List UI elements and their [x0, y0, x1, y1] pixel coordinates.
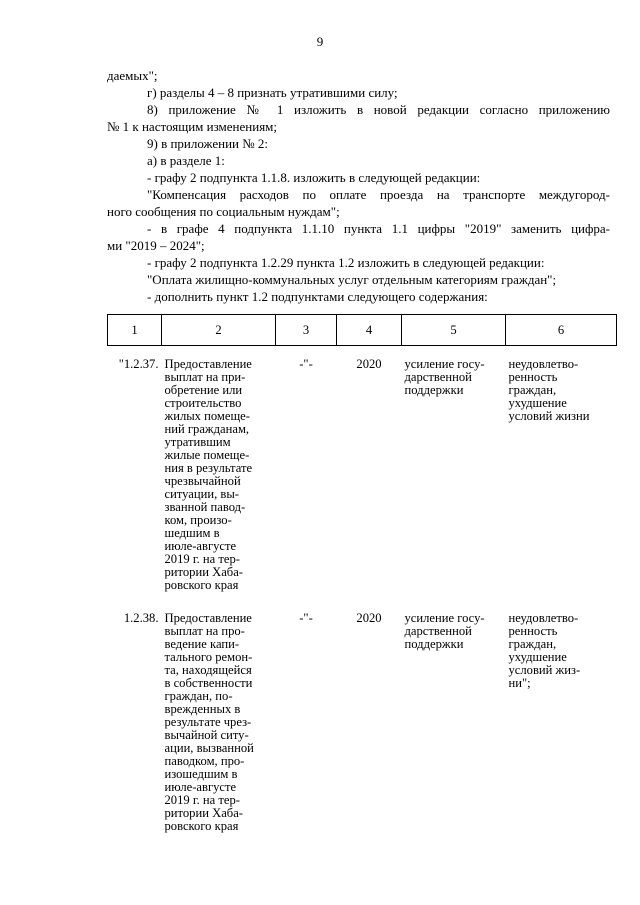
table-row	[108, 358, 617, 592]
table-header-cell: 6	[506, 315, 617, 346]
table-header-cell: 4	[337, 315, 402, 346]
amendments-table	[107, 314, 617, 833]
item-year: 2020	[356, 357, 382, 371]
text-line: "Оплата жилищно-коммунальных услуг отдельным категориям граждан";	[147, 272, 557, 287]
page-number: 9	[316, 34, 324, 49]
item-number: 1.2.38.	[123, 611, 159, 625]
text-line: а) в разделе 1:	[147, 153, 225, 168]
text-line: 8) приложение № 1 изложить в новой редакции согласно приложению	[147, 102, 610, 117]
item-year: 2020	[356, 611, 382, 625]
item-goal: усиление госу- дарственной поддержки	[404, 357, 485, 397]
item-col3: -"-	[299, 611, 313, 625]
text-line: "Компенсация расходов по оплате проезда на транспорте междугород-	[147, 187, 610, 202]
text-line: - дополнить пункт 1.2 подпунктами следующего содержания:	[147, 289, 488, 304]
text-line: г) разделы 4 – 8 признать утратившими силу;	[147, 85, 398, 100]
item-reason: неудовлетво- ренность граждан, ухудшение условий жизни	[508, 357, 590, 423]
table-header-cell: 1	[108, 315, 162, 346]
table-header-row	[108, 315, 617, 346]
item-goal: усиление госу- дарственной поддержки	[404, 611, 485, 651]
text-line: даемых";	[107, 68, 158, 83]
text-line: ми "2019 – 2024";	[107, 238, 205, 253]
item-description: Предоставление выплат на про- ведение капи- тального ремон- та, находящейся в собственности граждан, по- врежденных в результате чрез- вычайной ситу- ации, вызванной паводком, про- изошедшим в июле-августе 2019 г. на тер- ритории Хаба- ровского края	[164, 611, 254, 833]
table-header-cell: 3	[276, 315, 337, 346]
text-line: № 1 к настоящим изменениям;	[107, 119, 278, 134]
item-reason: неудовлетво- ренность граждан, ухудшение условий жиз- ни";	[508, 611, 581, 690]
text-line: - графу 2 подпункта 1.1.8. изложить в следующей редакции:	[147, 170, 481, 185]
text-line: - в графе 4 подпункта 1.1.10 пункта 1.1 цифры "2019" заменить цифра-	[147, 221, 610, 236]
text-line: 9) в приложении № 2:	[147, 136, 269, 151]
table-header-cell: 5	[402, 315, 506, 346]
text-line: - графу 2 подпункта 1.2.29 пункта 1.2 изложить в следующей редакции:	[147, 255, 545, 270]
text-line: ного сообщения по социальным нуждам";	[107, 204, 340, 219]
item-number: "1.2.37.	[118, 357, 159, 371]
table-header-cell: 2	[162, 315, 276, 346]
item-col3: -"-	[299, 357, 313, 371]
table-row	[108, 612, 617, 833]
item-description: Предоставление выплат на при- обретение или строительство жилых помеще- ний гражданам, утратившим жилые помеще- ния в результате чрезвычайной ситуации, вы- званной павод- ком, произо- шедшим в июле-августе 2019 г. на тер- ритории Хаба- ровского края	[164, 357, 253, 592]
